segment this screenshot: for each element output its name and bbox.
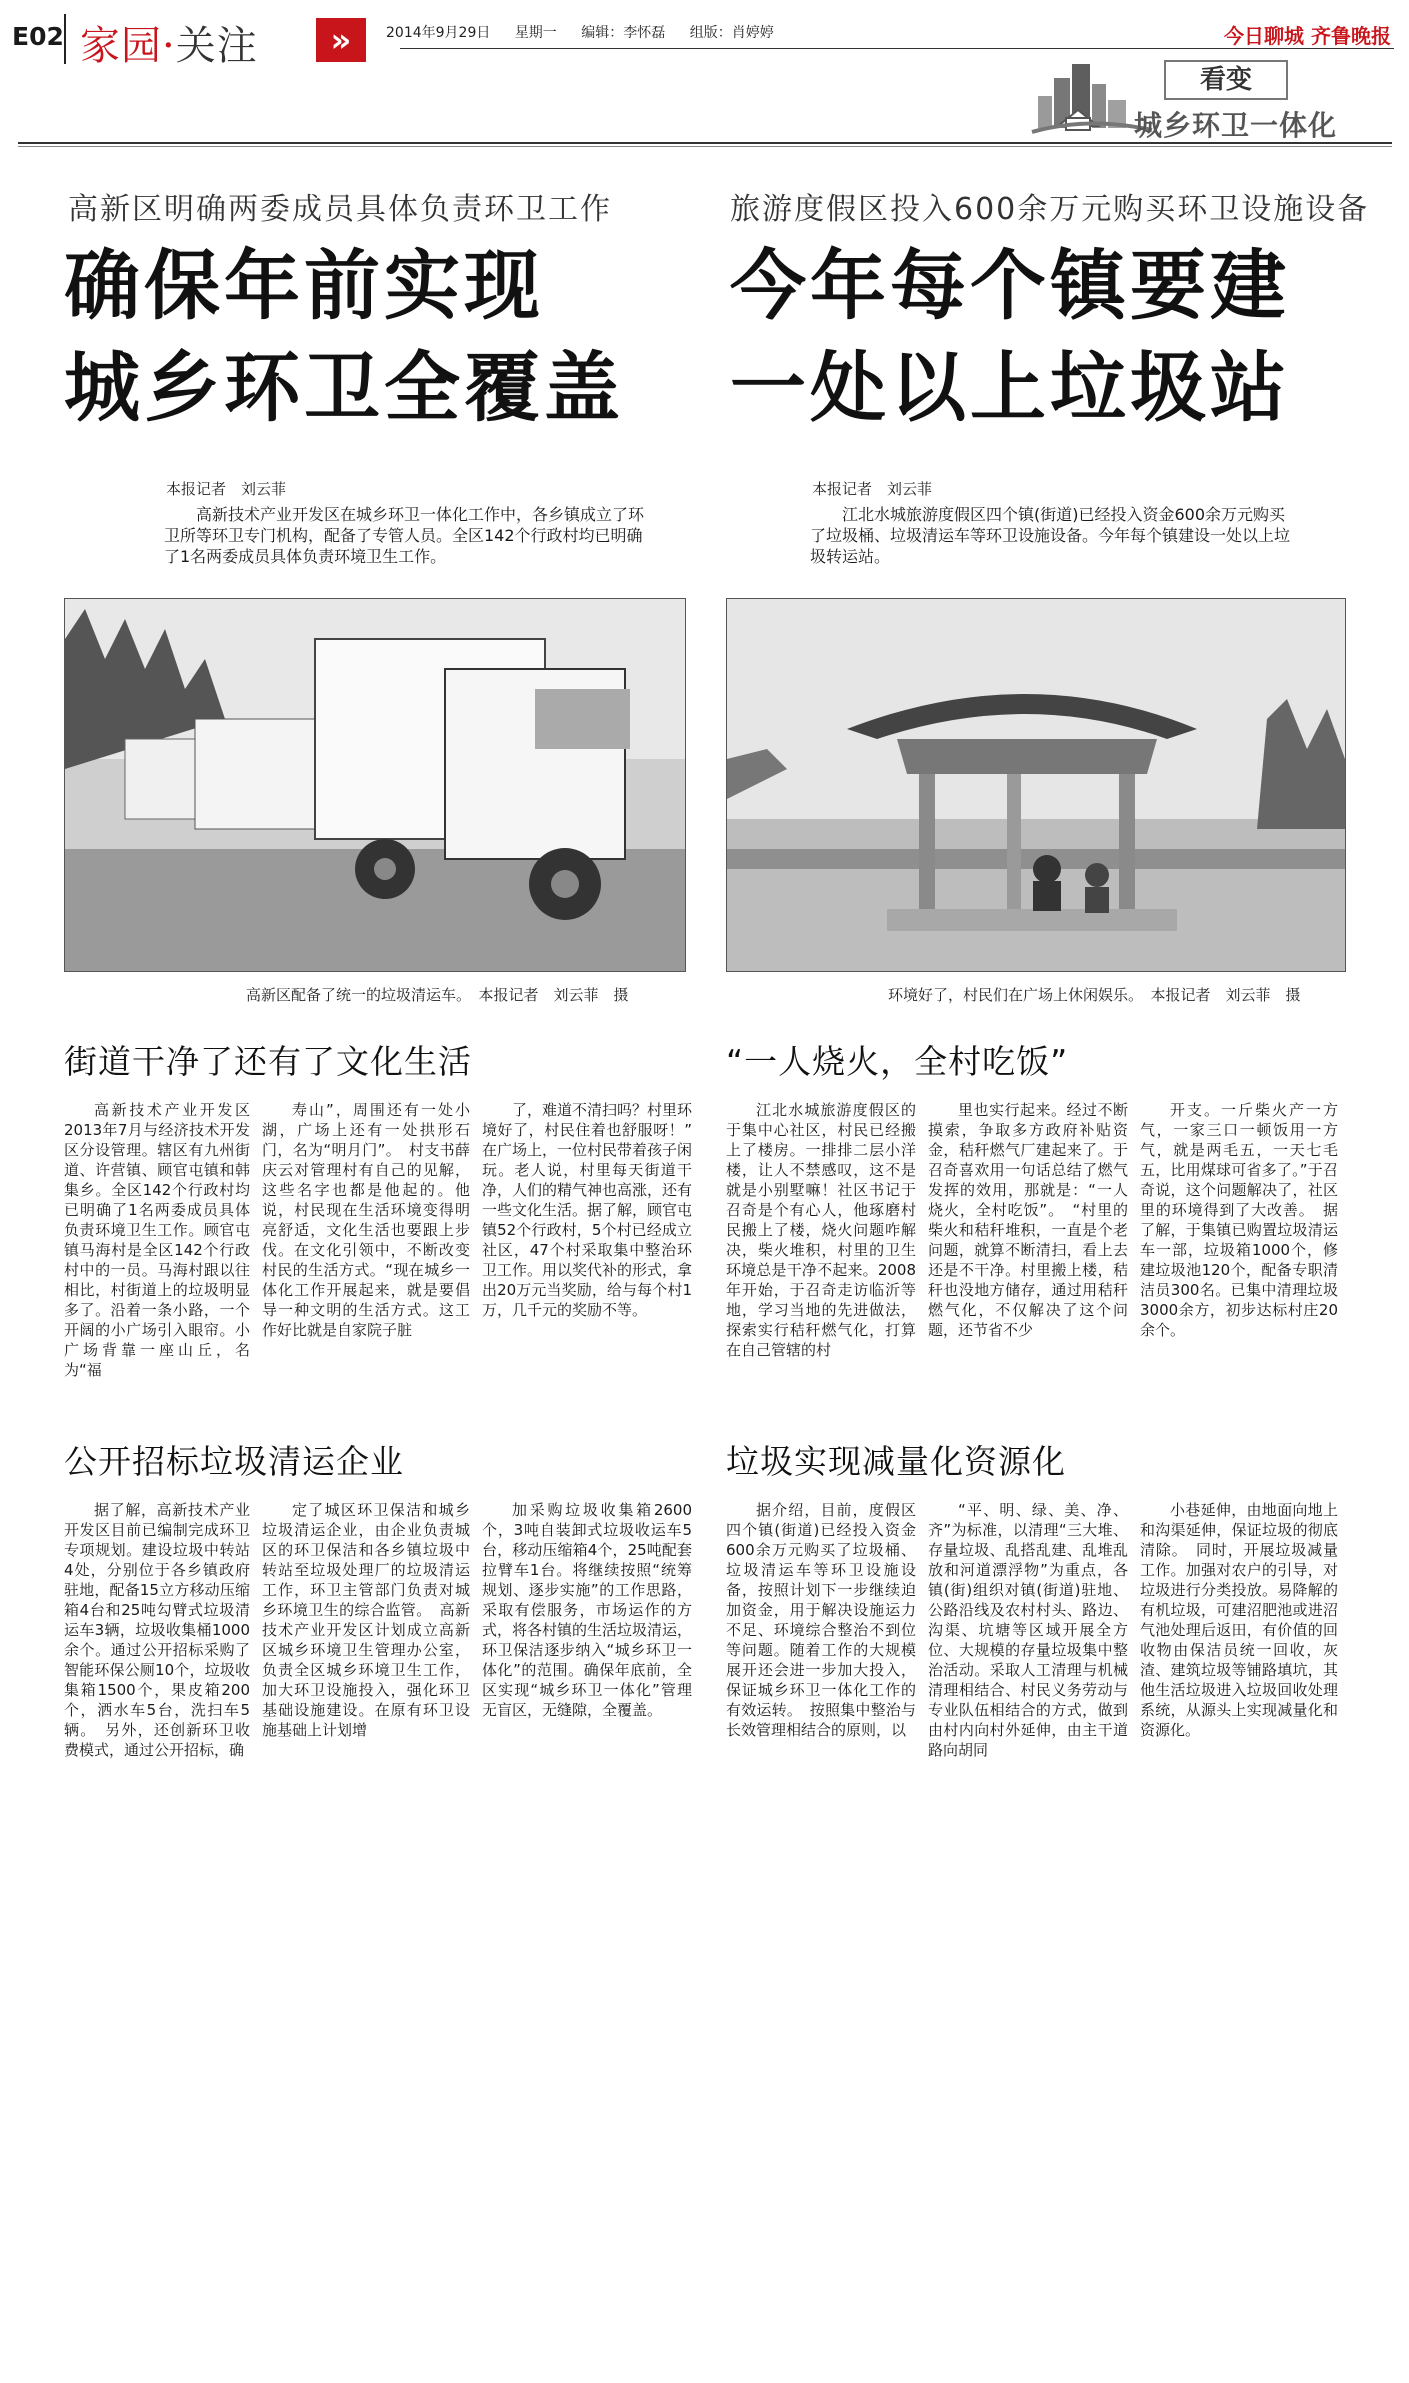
issue-layout: 组版：肖婷婷 bbox=[689, 25, 774, 41]
header-rule bbox=[18, 142, 1392, 144]
section4-column1 bbox=[726, 1500, 916, 1740]
left-kicker: 高新区明确两委成员具体负责环卫工作 bbox=[68, 192, 612, 227]
section1-column1-text: 高新技术产业开发区2013年7月与经济技术开发区分设管理。辖区有九州街道、许营镇、顾官屯镇和韩集乡。全区142个行政村均已明确了1名两委成员具体负责环境卫生工作。顾官屯镇马海村是全区142个行政村中的一员。马海村跟以往相比，村街道上的垃圾明显多了。沿着一条小路，一个开阔的小广场引入眼帘。小广场背靠一座山丘，名为“福 bbox=[64, 1101, 250, 1379]
section4-column3 bbox=[1140, 1500, 1338, 1740]
section1-column3-text: 了，难道不清扫吗？村里环境好了，村民住着也舒服呀！” 在广场上，一位村民带着孩子闲玩。老人说，村里每天街道干净，人们的精气神也高涨，还有一些文化生活。据了解，顾官屯镇52个行政村，5个村已经成立社区，47个村采取集中整治环卫工作。用以奖代补的形式，拿出20万元当奖励，给与每个村1万，几千元的奖励不等。 bbox=[482, 1101, 708, 1319]
section1-title: 街道干净了还有了文化生活 bbox=[64, 1042, 472, 1081]
logo-title: 看变 bbox=[1164, 60, 1288, 100]
section1-column1 bbox=[64, 1100, 250, 1380]
section-subname: 关注 bbox=[175, 23, 258, 69]
garbage-truck-photo bbox=[64, 598, 686, 972]
header-divider bbox=[64, 14, 66, 64]
section-name: 家园 bbox=[80, 23, 162, 69]
section4-title: 垃圾实现减量化资源化 bbox=[726, 1442, 1066, 1481]
section-title bbox=[80, 14, 258, 71]
right-kicker: 旅游度假区投入600余万元购买环卫设施设备 bbox=[730, 192, 1370, 227]
section2-title: “一人烧火，全村吃饭” bbox=[726, 1042, 1069, 1081]
header-rule-secondary bbox=[18, 146, 1392, 147]
left-headline-line1: 确保年前实现 bbox=[64, 241, 544, 330]
section1-column2 bbox=[262, 1100, 470, 1340]
section3-title: 公开招标垃圾清运企业 bbox=[64, 1442, 404, 1481]
section1-column2-text: 寿山”，周围还有一处小湖，广场上还有一处拱形石门，名为“明月门”。 村支书薛庆云对管理村有自己的见解，这些名字也都是他起的。他说，村民现在生活环境变得明亮舒适，文化生活也要跟上步伐。在文化引领中，不断改变村民的生活方式。“现在城乡一体化工作开展起来，就是要倡导一种文明的生活方式。这工作好比就是自家院子脏 bbox=[262, 1101, 470, 1339]
section3-column2 bbox=[262, 1500, 470, 1740]
section4-column3-text: 小巷延伸，由地面向地上和沟渠延伸，保证垃圾的彻底清除。 同时，开展垃圾减量工作。加强对农户的引导，对垃圾进行分类投放。易降解的有机垃圾，可建沼肥池或进沼气池处理后返田，有价值的回收物由保洁员统一回收，灰渣、建筑垃圾等铺路填坑，其他生活垃圾进入垃圾回收处理系统，从源头上实现减量化和资源化。 bbox=[1140, 1501, 1338, 1739]
right-headline-line1: 今年每个镇要建 bbox=[730, 241, 1290, 330]
section2-column3 bbox=[1140, 1100, 1338, 1340]
right-photo-caption: 环境好了，村民们在广场上休闲娱乐。 本报记者 刘云菲 摄 bbox=[888, 986, 1301, 1004]
issue-date: 2014年9月29日 bbox=[386, 25, 491, 41]
left-lead: 高新技术产业开发区在城乡环卫一体化工作中，各乡镇成立了环卫所等环卫专门机构，配备了专管人员。全区142个行政村均已明确了1名两委成员具体负责环境卫生工作。 bbox=[164, 505, 645, 566]
section3-column1-text: 据了解，高新技术产业开发区目前已编制完成环卫专项规划。建设垃圾中转站4处，分别位于各乡镇政府驻地，配备15立方移动压缩箱4台和25吨勾臂式垃圾清运车3辆，垃圾收集桶1000余个。通过公开招标采购了智能环保公厕10个，垃圾收集箱1500个，果皮箱200个，洒水车5台，洗扫车5辆。 另外，还创新环卫收费模式，通过公开招标，确 bbox=[64, 1501, 250, 1759]
section-arrow-icon: » bbox=[316, 18, 366, 62]
section-dot: · bbox=[162, 23, 176, 69]
section2-column2-text: 里也实行起来。经过不断摸索，争取多方政府补贴资金，秸秆燃气厂建起来了。于召奇喜欢用一句话总结了燃气发挥的效用，那就是：“一人烧火，全村吃饭”。 “村里的柴火和秸秆堆积，一直是个老问题，就算不断清扫，看上去还是不干净。村里搬上楼，秸秆也没地方储存，通过用秸秆燃气化，不仅解决了这个问题，还节省不少 bbox=[928, 1101, 1128, 1339]
issue-editor: 编辑：李怀磊 bbox=[581, 25, 666, 41]
right-lead: 江北水城旅游度假区四个镇(街道)已经投入资金600余万元购买了垃圾桶、垃圾清运车等环卫设施设备。今年每个镇建设一处以上垃圾转运站。 bbox=[810, 505, 1291, 566]
left-photo-caption: 高新区配备了统一的垃圾清运车。 本报记者 刘云菲 摄 bbox=[246, 986, 629, 1004]
section1-column3 bbox=[482, 1100, 708, 1320]
right-byline: 本报记者 刘云菲 bbox=[812, 480, 933, 498]
section3-column1 bbox=[64, 1500, 250, 1760]
right-headline-line2: 一处以上垃圾站 bbox=[730, 343, 1290, 432]
section2-column2 bbox=[928, 1100, 1128, 1340]
section4-column2 bbox=[928, 1500, 1128, 1760]
section2-column3-text: 开支。一斤柴火产一方气，一家三口一顿饭用一方气，就是两毛五，一天七毛五，比用煤球可省多了。”于召奇说，这个问题解决了，社区里的环境得到了大改善。 据了解，于集镇已购置垃圾清运车一部，垃圾箱1000个，修建垃圾池120个，配备专职清洁员300名。已集中清理垃圾3000余方，初步达标村庄20余个。 bbox=[1140, 1101, 1338, 1339]
issue-meta bbox=[386, 22, 794, 42]
issue-weekday: 星期一 bbox=[514, 25, 557, 41]
left-byline: 本报记者 刘云菲 bbox=[166, 480, 287, 498]
newspaper-brand: 今日聊城 齐鲁晚报 bbox=[1224, 24, 1391, 48]
section3-column3-text: 加采购垃圾收集箱2600个，3吨自装卸式垃圾收运车5台，移动压缩箱4个，25吨配套拉臂车1台。将继续按照“统筹规划、逐步实施”的工作思路，采取有偿服务，市场运作的方式，将各村镇的生活垃圾清运，环卫保洁逐步纳入“城乡环卫一体化”的范围。确保年底前，全区实现“城乡环卫一体化”管理无盲区，无缝隙，全覆盖。 bbox=[482, 1501, 693, 1719]
section2-column1 bbox=[726, 1100, 916, 1360]
logo-subtitle: 城乡环卫一体化 bbox=[1134, 109, 1338, 142]
section4-column2-text: “平、明、绿、美、净、齐”为标准，以清理“三大堆、存量垃圾、乱搭乱建、乱堆乱放和河道漂浮物”为重点，各镇(街)组织对镇(街道)驻地、公路沿线及农村村头、路边、沟渠、坑塘等区域开展全方位、大规模的存量垃圾集中整治活动。采取人工清理与机械清理相结合、村民义务劳动与专业队伍相结合的方式，做到由村内向村外延伸，由主干道路向胡同 bbox=[928, 1501, 1128, 1759]
left-headline-line2: 城乡环卫全覆盖 bbox=[64, 343, 624, 432]
section4-column1-text: 据介绍，目前，度假区四个镇(街道)已经投入资金600余万元购买了垃圾桶、垃圾清运车等环卫设施设备，按照计划下一步继续迫加资金，用于解决设施运力不足、环境综合整治不到位等问题。随着工作的大规模展开还会进一步加大投入，保证城乡环卫一体化工作的有效运转。 按照集中整治与长效管理相结合的原则，以 bbox=[726, 1501, 916, 1739]
section2-column1-text: 江北水城旅游度假区的于集中心社区，村民已经搬上了楼房。一排排二层小洋楼，让人不禁感叹，这不是就是小别墅嘛！社区书记于召奇是个有心人，他琢磨村民搬上了楼，烧火问题咋解决，柴火堆积，村里的卫生环境总是干净不起来。2008年开始，于召奇走访临沂等地，学习当地的先进做法，探索实行秸秆燃气化，打算在自己管辖的村 bbox=[726, 1101, 916, 1359]
section3-column2-text: 定了城区环卫保洁和城乡垃圾清运企业，由企业负责城区的环卫保洁和各乡镇垃圾中转站至垃圾处理厂的垃圾清运工作，环卫主管部门负责对城乡环境卫生的综合监管。 高新技术产业开发区计划成立高新区城乡环境卫生管理办公室，负责全区城乡环境卫生工作，加大环卫设施投入，强化环卫基础设施建设。在原有环卫设施基础上计划增 bbox=[262, 1501, 470, 1739]
page-number: E02 bbox=[12, 22, 64, 51]
section3-column3 bbox=[482, 1500, 692, 1720]
pavilion-photo bbox=[726, 598, 1346, 972]
